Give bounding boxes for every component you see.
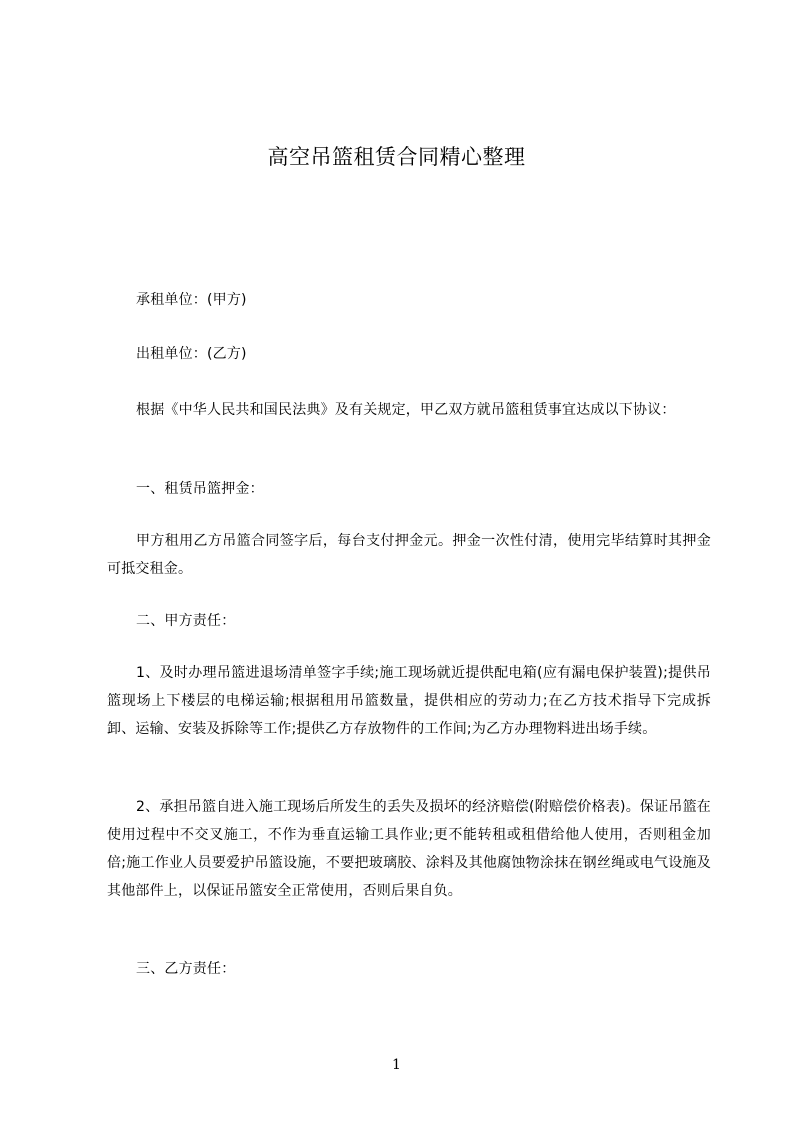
page-number: 1 (392, 1057, 401, 1073)
lessor-line: 出租单位：(乙方) (136, 346, 247, 362)
section-3-heading: 三、乙方责任： (136, 961, 236, 977)
section-2-heading: 二、甲方责任： (136, 613, 236, 629)
document-title: 高空吊篮租赁合同精心整理 (267, 145, 526, 169)
lessee-line: 承租单位：(甲方) (136, 292, 247, 308)
section-2-item-2: 2、承担吊篮自进入施工现场后所发生的丢失及损坏的经济赔偿(附赔偿价格表)。保证吊篮在使用过程中不交叉施工，不作为垂直运输工具作业;更不能转租或租借给他人使用，否则租金加倍;施工作业人员要爱护吊篮设施，不要把玻璃胶、涂料及其他腐蚀物涂抹在钢丝绳或电气设施及其他部件上，以保证吊篮安全正常使用，否则后果自负。 (107, 799, 711, 899)
section-1-heading: 一、租赁吊篮押金： (136, 481, 264, 497)
intro-paragraph: 根据《中华人民共和国民法典》及有关规定，甲乙双方就吊篮租赁事宜达成以下协议： (136, 402, 676, 418)
section-2-item-1: 1、及时办理吊篮进退场清单签字手续;施工现场就近提供配电箱(应有漏电保护装置);提供吊篮现场上下楼层的电梯运输;根据租用吊篮数量，提供相应的劳动力;在乙方技术指导下完成拆卸、运输、安装及拆除等工作;提供乙方存放物件的工作间;为乙方办理物料进出场手续。 (107, 665, 711, 737)
section-1-paragraph: 甲方租用乙方吊篮合同签字后，每台支付押金元。押金一次性付清，使用完毕结算时其押金可抵交租金。 (107, 533, 711, 577)
